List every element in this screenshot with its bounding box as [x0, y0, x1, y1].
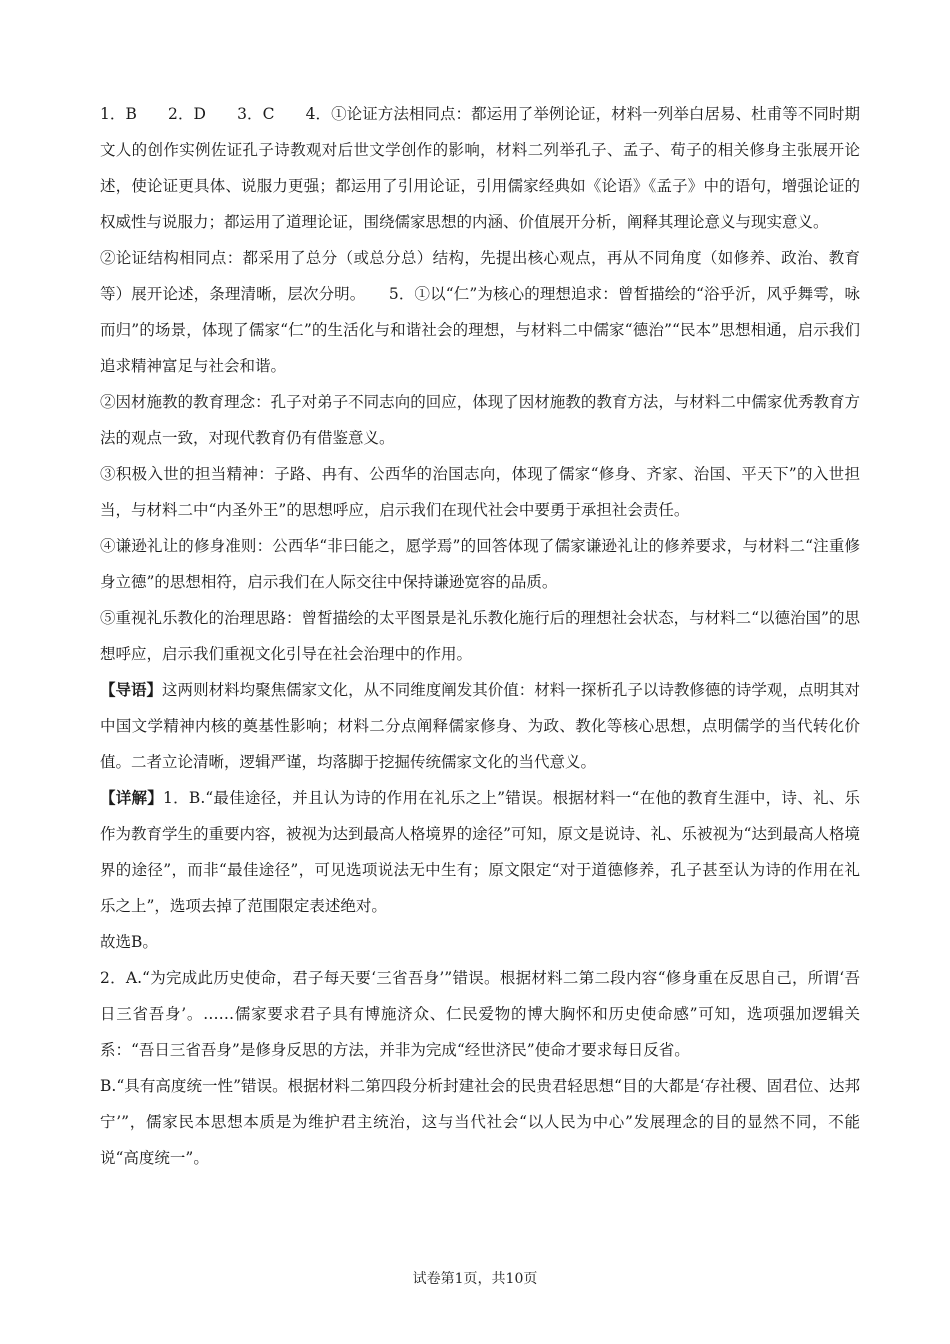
answer-paragraph — [100, 240, 860, 384]
answer-paragraph — [100, 600, 860, 672]
paragraph-text: ②论证结构相同点：都采用了总分（或总分总）结构，先提出核心观点，再从不同角度（如修养、政治、教育等）展开论述，条理清晰，层次分明。 5．①以“仁”为核心的理想追求：曾皙描绘的“浴乎沂，风乎舞雩，咏而归”的场景，体现了儒家“仁”的生活化与和谐社会的理想，与材料二中儒家“德治”“民本”思想相通，启示我们追求精神富足与社会和谐。 — [100, 249, 860, 375]
answer-paragraph — [100, 96, 860, 240]
paragraph-text: B.“具有高度统一性”错误。根据材料二第四段分析封建社会的民贵君轻思想“目的大都是‘存社稷、固君位、达邦宁’”，儒家民本思想本质是为维护君主统治，这与当代社会“以人民为中心”发展理念的目的显然不同，不能说“高度统一”。 — [100, 1077, 860, 1167]
paragraph-text: ③积极入世的担当精神：子路、冉有、公西华的治国志向，体现了儒家“修身、齐家、治国、平天下”的入世担当，与材料二中“内圣外王”的思想呼应，启示我们在现代社会中要勇于承担社会责任。 — [100, 465, 860, 519]
answer-paragraph — [100, 384, 860, 456]
paragraph-text: 故选B。 — [100, 933, 158, 951]
paragraph-text: ④谦逊礼让的修身准则：公西华“非曰能之，愿学焉”的回答体现了儒家谦逊礼让的修养要求，与材料二“注重修身立德”的思想相符，启示我们在人际交往中保持谦逊宽容的品质。 — [100, 537, 860, 591]
document-body — [100, 96, 860, 1176]
guide-tag: 【导语】 — [100, 680, 163, 699]
answer-paragraph — [100, 960, 860, 1068]
answer-paragraph — [100, 456, 860, 528]
paragraph-text: ⑤重视礼乐教化的治理思路：曾皙描绘的太平图景是礼乐教化施行后的理想社会状态，与材料二“以德治国”的思想呼应，启示我们重视文化引导在社会治理中的作用。 — [100, 609, 860, 663]
paragraph-text: ②因材施教的教育理念：孔子对弟子不同志向的回应，体现了因材施教的教育方法，与材料二中儒家优秀教育方法的观点一致，对现代教育仍有借鉴意义。 — [100, 393, 860, 447]
page-footer: 试卷第1页，共10页 — [412, 1271, 538, 1287]
answer-paragraph — [100, 528, 860, 600]
paragraph-text: 2．A.“为完成此历史使命，君子每天要‘三省吾身’”错误。根据材料二第二段内容“修身重在反思自己，所谓‘吾日三省吾身’。……儒家要求君子具有博施济众、仁民爱物的博大胸怀和历史使命感”可知，选项强加逻辑关系：“吾日三省吾身”是修身反思的方法，并非为完成“经世济民”使命才要求每日反省。 — [100, 969, 860, 1059]
answer-paragraph — [100, 924, 860, 960]
paragraph-text: 1．B.“最佳途径，并且认为诗的作用在礼乐之上”错误。根据材料一“在他的教育生涯中，诗、礼、乐作为教育学生的重要内容，被视为达到最高人格境界的途径”可知，原文是说诗、礼、乐被视为“达到最高人格境界的途径”，而非“最佳途径”，可见选项说法无中生有；原文限定“对于道德修养，孔子甚至认为诗的作用在礼乐之上”，选项去掉了范围限定表述绝对。 — [100, 789, 860, 915]
guide-paragraph — [100, 672, 860, 780]
detail-tag: 【详解】 — [100, 788, 164, 807]
paragraph-text: 这两则材料均聚焦儒家文化，从不同维度阐发其价值：材料一探析孔子以诗教修德的诗学观，点明其对中国文学精神内核的奠基性影响；材料二分点阐释儒家修身、为政、教化等核心思想，点明儒学的当代转化价值。二者立论清晰，逻辑严谨，均落脚于挖掘传统儒家文化的当代意义。 — [100, 681, 860, 771]
paragraph-text: 1．B 2．D 3．C 4．①论证方法相同点：都运用了举例论证，材料一列举白居易、杜甫等不同时期文人的创作实例佐证孔子诗教观对后世文学创作的影响，材料二列举孔子、孟子、荀子的相关修身主张展开论述，使论证更具体、说服力更强；都运用了引用论证，引用儒家经典如《论语》《孟子》中的语句，增强论证的权威性与说服力；都运用了道理论证，围绕儒家思想的内涵、价值展开分析，阐释其理论意义与现实意义。 — [100, 105, 860, 231]
detail-paragraph — [100, 780, 860, 924]
answer-paragraph — [100, 1068, 860, 1176]
